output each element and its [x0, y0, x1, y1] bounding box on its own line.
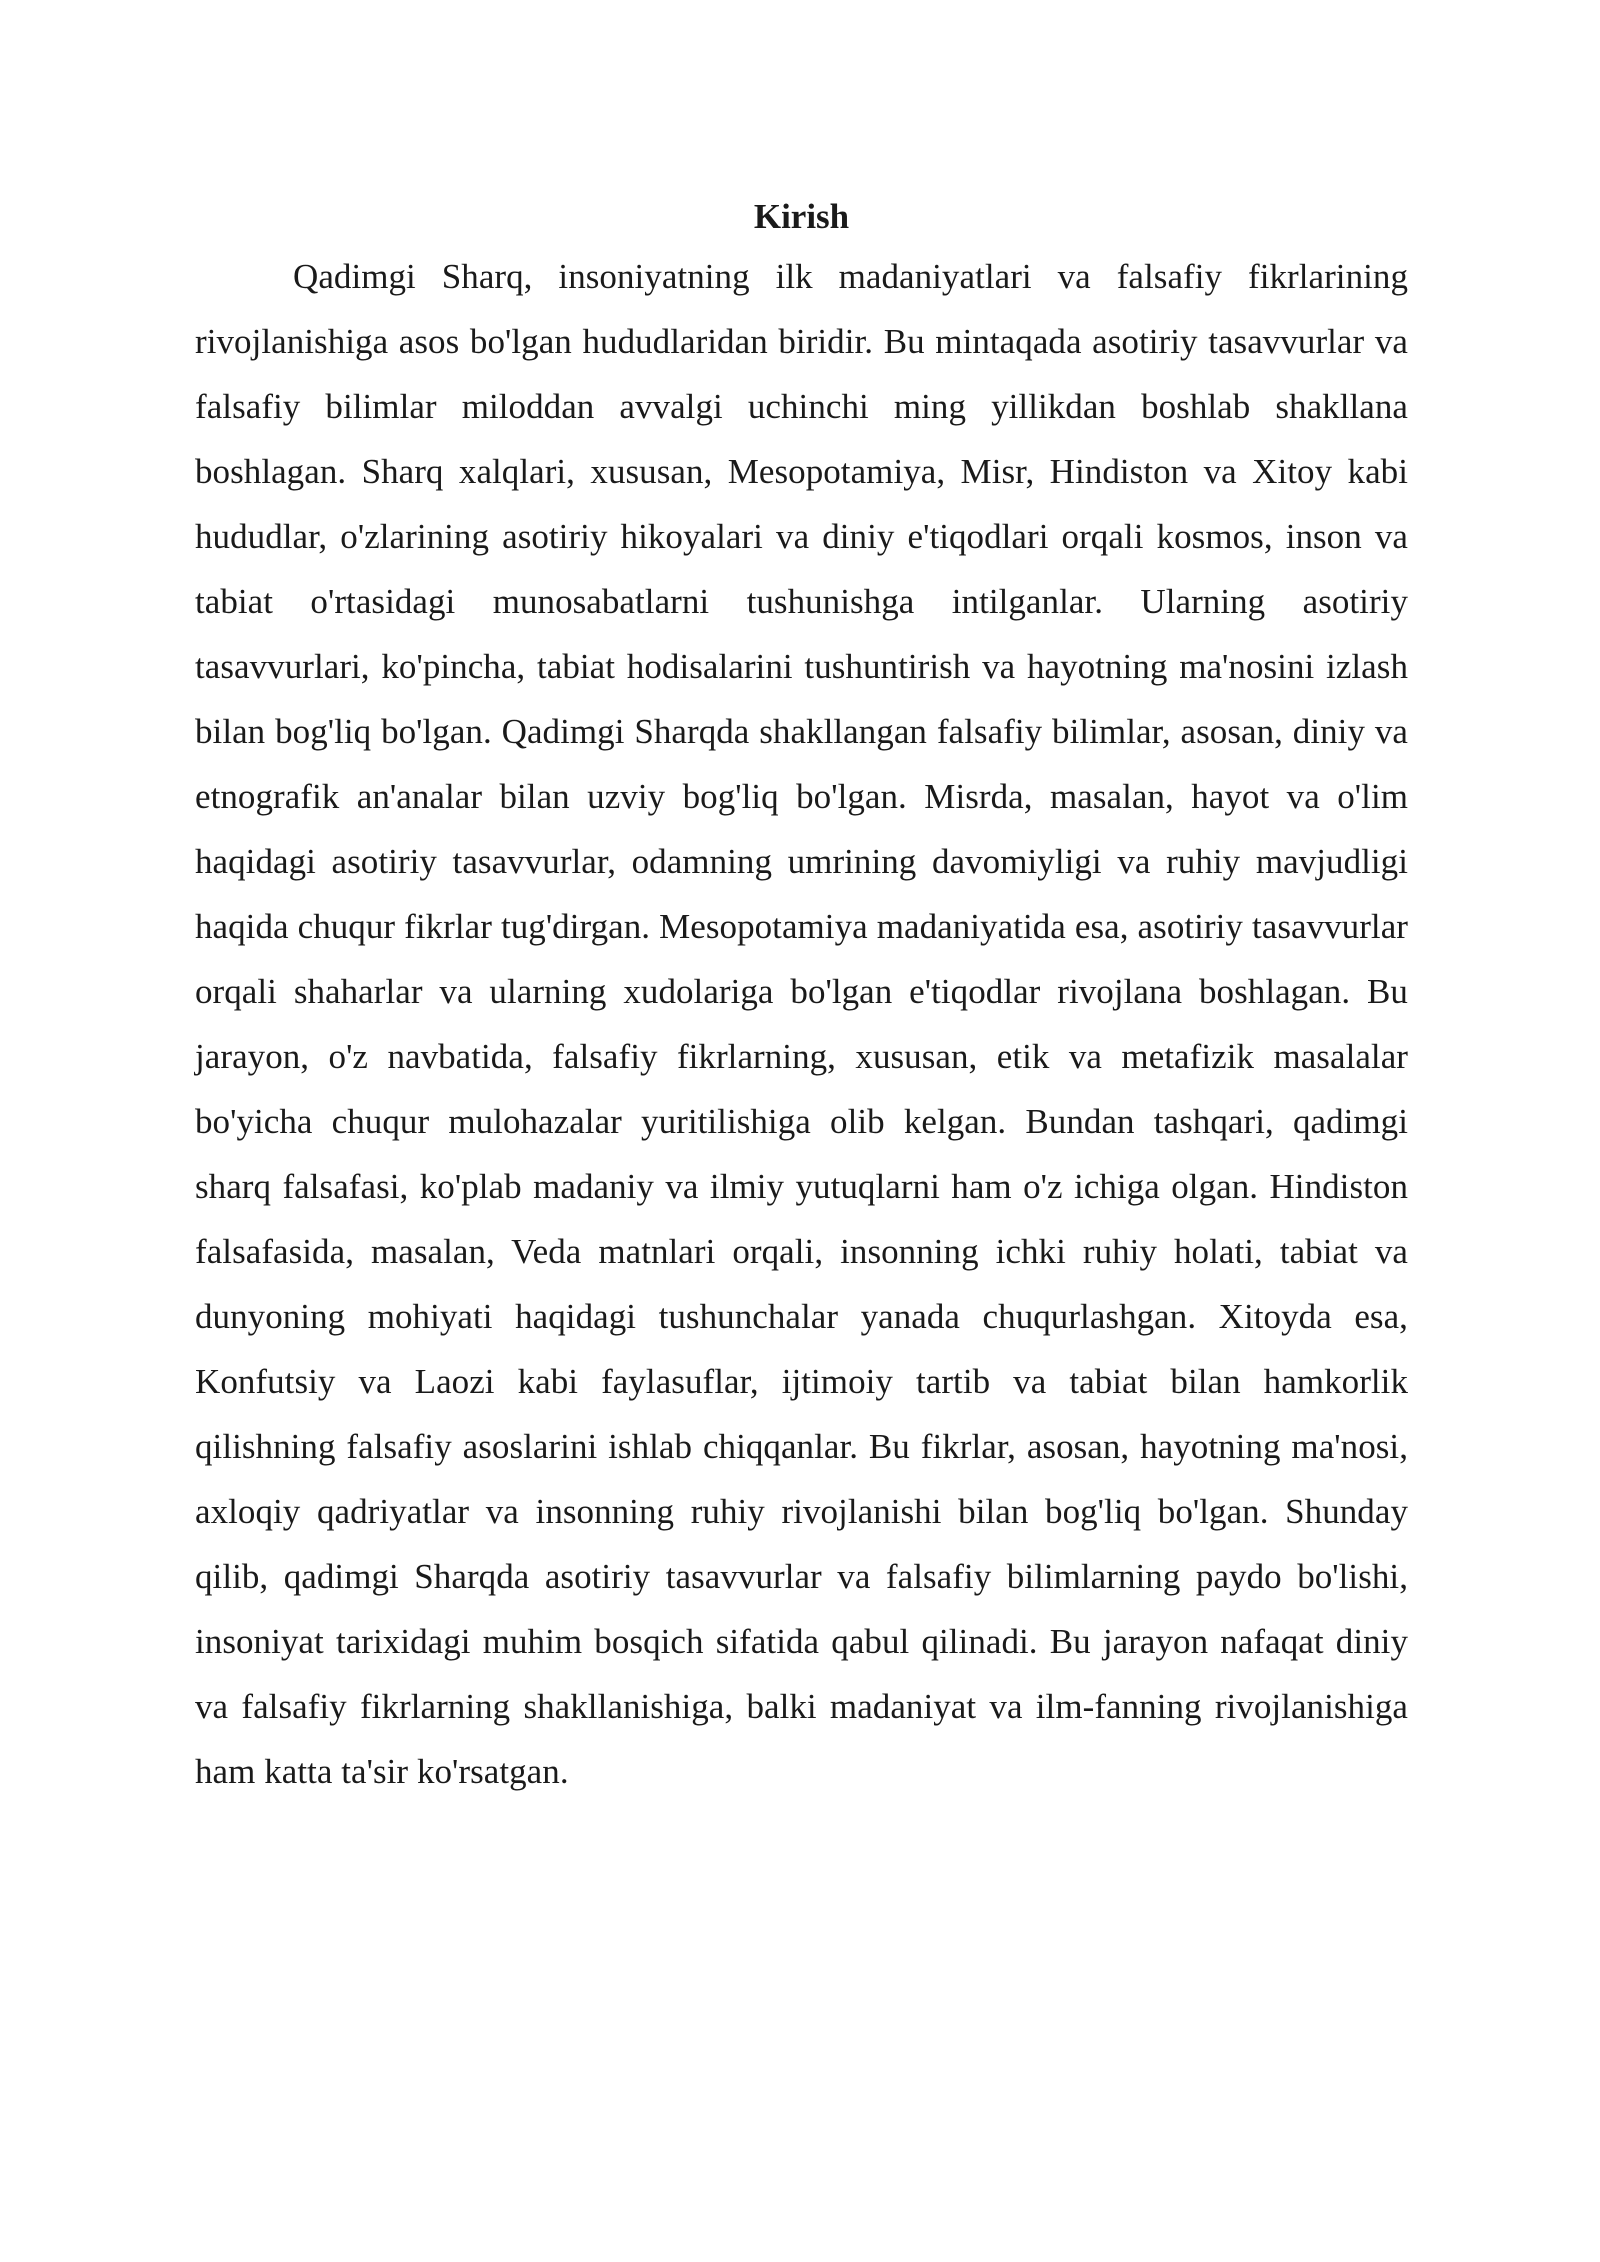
page-title: Kirish [753, 197, 850, 236]
document-content [195, 190, 1408, 1804]
body-paragraph: Qadimgi Sharq, insoniyatning ilk madaniyatlari va falsafiy fikrlarining rivojlanishiga asos bo'lgan hududlaridan biridir. Bu mintaqada asotiriy tasavvurlar va falsafiy bilimlar miloddan avvalgi uchinchi ming yillikdan boshlab shakllana boshlagan. Sharq xalqlari, xususan, Mesopotamiya, Misr, Hindiston va Xitoy kabi hududlar, o'zlarining asotiriy hikoyalari va diniy e'tiqodlari orqali kosmos, inson va tabiat o'rtasidagi munosabatlarni tushunishga intilganlar. Ularning asotiriy tasavvurlari, ko'pincha, tabiat hodisalarini tushuntirish va hayotning ma'nosini izlash bilan bog'liq bo'lgan. Qadimgi Sharqda shakllangan falsafiy bilimlar, asosan, diniy va etnografik an'analar bilan uzviy bog'liq bo'lgan. Misrda, masalan, hayot va o'lim haqidagi asotiriy tasavvurlar, odamning umrining davomiyligi va ruhiy mavjudligi haqida chuqur fikrlar tug'dirgan. Mesopotamiya madaniyatida esa, asotiriy tasavvurlar orqali shaharlar va ularning xudolariga bo'lgan e'tiqodlar rivojlana boshlagan. Bu jarayon, o'z navbatida, falsafiy fikrlarning, xususan, etik va metafizik masalalar bo'yicha chuqur mulohazalar yuritilishiga olib kelgan. Bundan tashqari, qadimgi sharq falsafasi, ko'plab madaniy va ilmiy yutuqlarni ham o'z ichiga olgan. Hindiston falsafasida, masalan, Veda matnlari orqali, insonning ichki ruhiy holati, tabiat va dunyoning mohiyati haqidagi tushunchalar yanada chuqurlashgan. Xitoyda esa, Konfutsiy va Laozi kabi faylasuflar, ijtimoiy tartib va tabiat bilan hamkorlik qilishning falsafiy asoslarini ishlab chiqqanlar. Bu fikrlar, asosan, hayotning ma'nosi, axloqiy qadriyatlar va insonning ruhiy rivojlanishi bilan bog'liq bo'lgan. Shunday qilib, qadimgi Sharqda asotiriy tasavvurlar va falsafiy bilimlarning paydo bo'lishi, insoniyat tarixidagi muhim bosqich sifatida qabul qilinadi. Bu jarayon nafaqat diniy va falsafiy fikrlarning shakllanishiga, balki madaniyat va ilm-fanning rivojlanishiga ham katta ta'sir ko'rsatgan. [195, 257, 1408, 1791]
